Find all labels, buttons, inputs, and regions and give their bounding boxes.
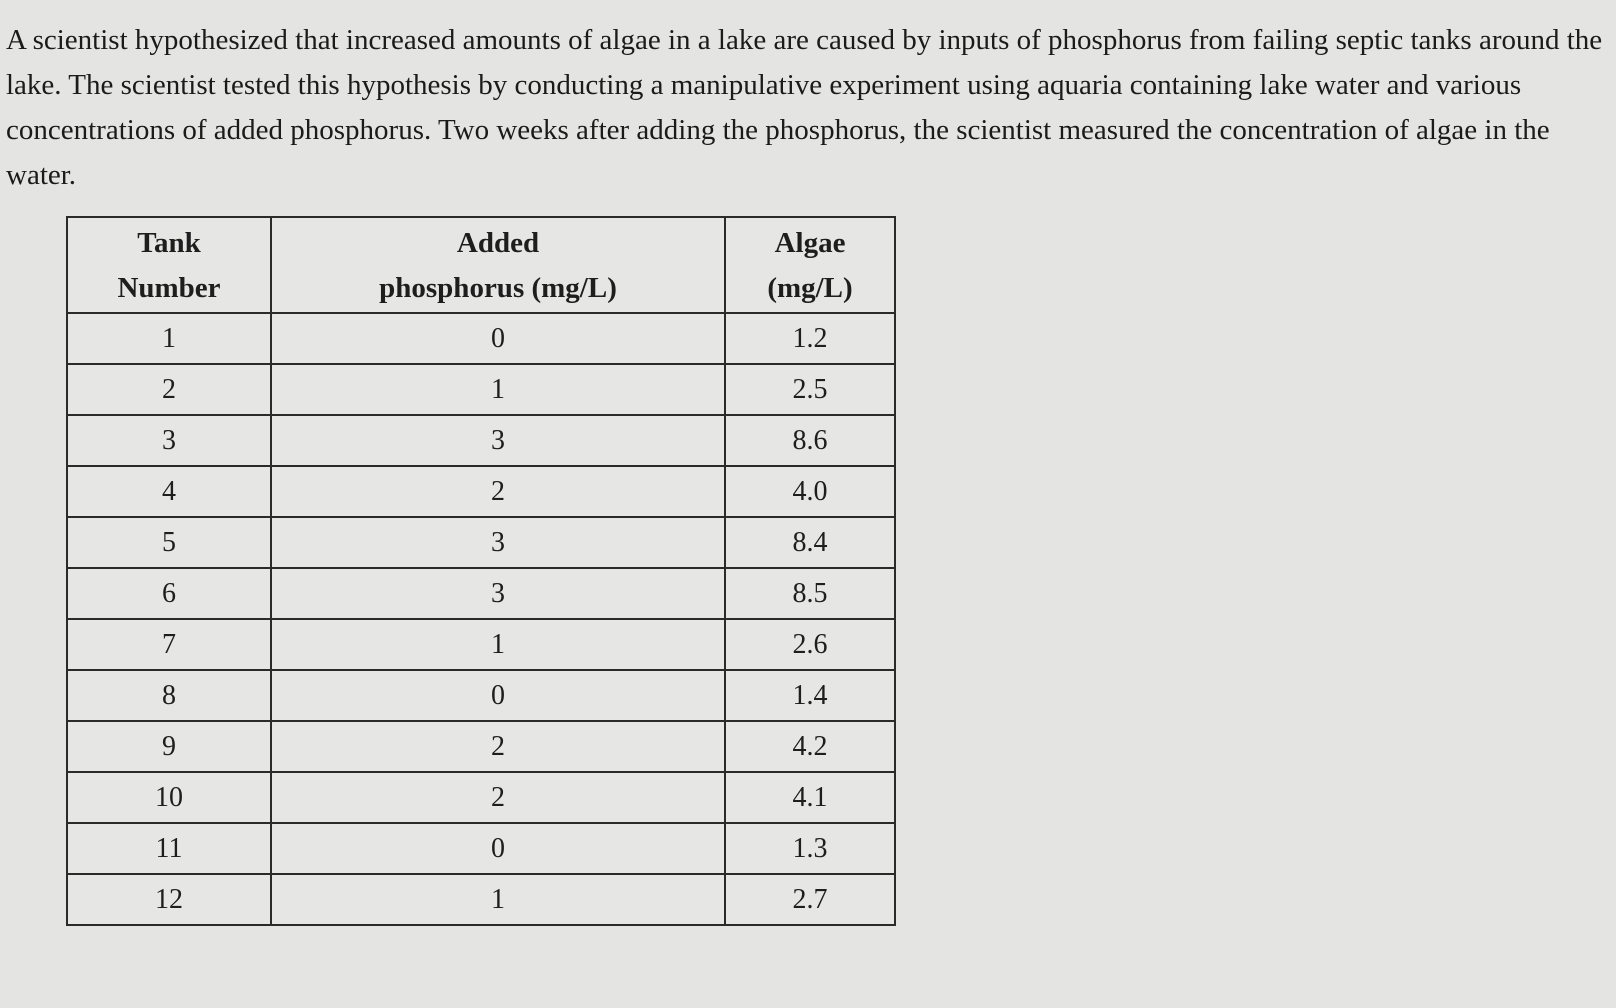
cell-tank-number: 8	[67, 670, 271, 721]
cell-algae: 2.6	[725, 619, 895, 670]
table-row	[67, 823, 895, 874]
header-algae-line1: Algae	[774, 227, 846, 259]
table-row	[67, 619, 895, 670]
table-row	[67, 364, 895, 415]
header-added-phosphorus	[271, 217, 725, 313]
cell-tank-number: 3	[67, 415, 271, 466]
cell-added-phosphorus: 2	[271, 772, 725, 823]
cell-tank-number: 7	[67, 619, 271, 670]
table-row	[67, 721, 895, 772]
table-row	[67, 517, 895, 568]
cell-tank-number: 1	[67, 313, 271, 364]
cell-tank-number: 9	[67, 721, 271, 772]
cell-algae: 1.3	[725, 823, 895, 874]
cell-added-phosphorus: 3	[271, 415, 725, 466]
question-text: A scientist hypothesized that increased amounts of algae in a lake are caused by inputs of phosphorus from failing septic tanks around the lake. The scientist tested this hypothesis by conducting a manipulative experiment using aquaria containing lake water and various concentrations of added phosphorus. Two weeks after adding the phosphorus, the scientist measured the concentration of algae in the water.	[6, 24, 1603, 191]
cell-algae: 2.7	[725, 874, 895, 925]
table-row	[67, 466, 895, 517]
header-tank-line1: Tank	[137, 227, 201, 259]
table-row	[67, 313, 895, 364]
table-row	[67, 874, 895, 925]
data-table	[66, 216, 896, 926]
cell-tank-number: 6	[67, 568, 271, 619]
table-header-row	[67, 217, 895, 313]
table-row	[67, 670, 895, 721]
cell-algae: 4.2	[725, 721, 895, 772]
cell-algae: 8.6	[725, 415, 895, 466]
cell-added-phosphorus: 1	[271, 364, 725, 415]
cell-added-phosphorus: 0	[271, 670, 725, 721]
cell-added-phosphorus: 1	[271, 619, 725, 670]
cell-added-phosphorus: 3	[271, 517, 725, 568]
cell-added-phosphorus: 0	[271, 823, 725, 874]
cell-algae: 1.4	[725, 670, 895, 721]
cell-tank-number: 11	[67, 823, 271, 874]
cell-added-phosphorus: 0	[271, 313, 725, 364]
header-tank-number	[67, 217, 271, 313]
data-table-container	[66, 216, 896, 926]
cell-tank-number: 12	[67, 874, 271, 925]
cell-added-phosphorus: 2	[271, 466, 725, 517]
cell-tank-number: 5	[67, 517, 271, 568]
cell-algae: 1.2	[725, 313, 895, 364]
cell-tank-number: 2	[67, 364, 271, 415]
header-algae-line2: (mg/L)	[767, 272, 853, 304]
header-tank-line2: Number	[117, 272, 221, 304]
cell-algae: 2.5	[725, 364, 895, 415]
cell-added-phosphorus: 1	[271, 874, 725, 925]
cell-algae: 4.0	[725, 466, 895, 517]
cell-algae: 4.1	[725, 772, 895, 823]
cell-tank-number: 10	[67, 772, 271, 823]
cell-algae: 8.4	[725, 517, 895, 568]
table-row	[67, 568, 895, 619]
cell-added-phosphorus: 3	[271, 568, 725, 619]
header-phosphorus-line2: phosphorus (mg/L)	[379, 272, 617, 304]
table-row	[67, 415, 895, 466]
cell-tank-number: 4	[67, 466, 271, 517]
header-phosphorus-line1: Added	[456, 227, 540, 259]
cell-algae: 8.5	[725, 568, 895, 619]
table-row	[67, 772, 895, 823]
cell-added-phosphorus: 2	[271, 721, 725, 772]
header-algae	[725, 217, 895, 313]
